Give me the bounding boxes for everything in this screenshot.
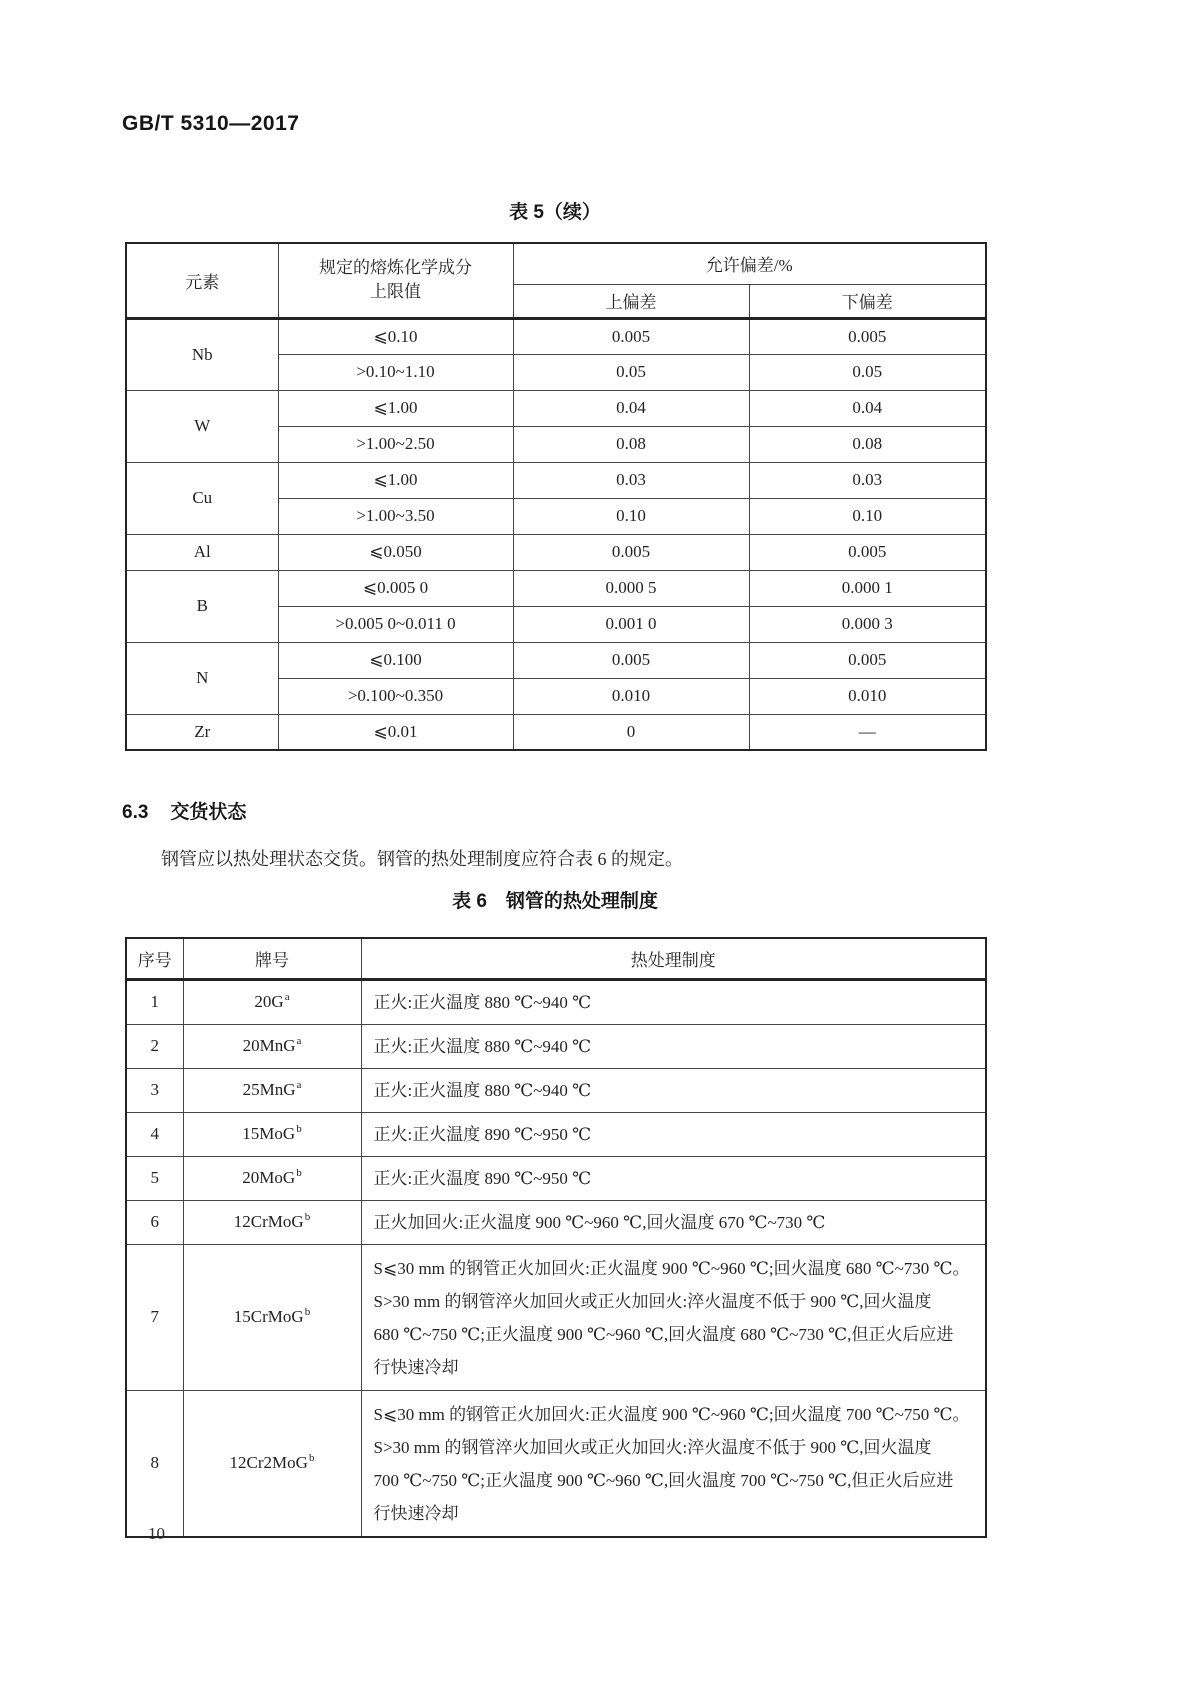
regime-cell [361,1112,986,1156]
table6-row [126,1024,986,1068]
regime-line: 正火:正火温度 880 ℃~940 ℃ [373,1036,592,1056]
grade-cell: 20MoG$^b$ [183,1156,361,1200]
table5-header-row-1 [126,243,986,284]
grade-footnote-marker: b [304,1211,311,1224]
table5-col-lower-deviation: 下偏差 [749,284,986,318]
grade-footnote-marker: b [296,1123,302,1136]
grade-footnote-marker: b [308,1452,315,1465]
spec-limit-line1: 规定的熔炼化学成分 [319,258,472,278]
grade-cell: 15CrMoG$^b$ [183,1244,361,1390]
table6-col-number: 序号 [126,938,183,979]
grade-footnote-marker: a [296,1079,302,1092]
lower-deviation-cell: 0.000 3 [749,606,986,642]
spec-range-cell: ⩽0.100 [278,642,513,678]
upper-deviation-cell: 0.03 [513,462,749,498]
table5-row [126,390,986,426]
table6-col-grade: 牌号 [183,938,361,979]
lower-deviation-cell: 0.04 [749,390,986,426]
regime-line: 行快速冷却 [373,1503,459,1523]
grade-footnote-marker: b [304,1306,311,1319]
grade-footnote-marker: a [296,1035,302,1048]
section-heading [122,797,246,824]
regime-line: 正火:正火温度 880 ℃~940 ℃ [373,1080,592,1100]
upper-deviation-cell: 0 [513,714,749,750]
grade-cell: 12Cr2MoG$^b$ [183,1390,361,1537]
regime-cell [361,1024,986,1068]
row-number-cell: 7 [126,1244,183,1390]
grade-footnote-marker: a [284,991,290,1004]
element-cell: B [126,570,278,642]
upper-deviation-cell: 0.04 [513,390,749,426]
row-number-cell: 6 [126,1200,183,1244]
regime-line: 行快速冷却 [373,1357,459,1377]
section-number: 6.3 [122,802,149,823]
lower-deviation-cell: 0.000 1 [749,570,986,606]
regime-line: S>30 mm 的钢管淬火加回火或正火加回火:淬火温度不低于 900 ℃,回火温度 [373,1291,932,1311]
lower-deviation-cell: 0.08 [749,426,986,462]
upper-deviation-cell: 0.010 [513,678,749,714]
element-cell: W [126,390,278,462]
spec-limit-line2: 上限值 [370,282,421,302]
spec-range-cell: >1.00~2.50 [278,426,513,462]
element-cell: Al [126,534,278,570]
spec-range-cell: ⩽0.10 [278,318,513,354]
regime-cell [361,1244,986,1390]
lower-deviation-cell: 0.005 [749,318,986,354]
lower-deviation-cell: 0.005 [749,534,986,570]
lower-deviation-cell: 0.10 [749,498,986,534]
section-title: 交货状态 [170,802,247,823]
table5-col-spec-limit [278,243,513,318]
regime-cell [361,1390,986,1537]
grade-cell: 20MnG$^a$ [183,1024,361,1068]
row-number-cell: 2 [126,1024,183,1068]
regime-line: 正火加回火:正火温度 900 ℃~960 ℃,回火温度 670 ℃~730 ℃ [373,1212,826,1232]
table6-title: 表 6 钢管的热处理制度 [452,891,658,912]
spec-range-cell: >1.00~3.50 [278,498,513,534]
table6-heat-treatment [125,937,987,1538]
regime-line: S⩽30 mm 的钢管正火加回火:正火温度 900 ℃~960 ℃;回火温度 700 ℃~750 ℃。 [373,1404,970,1424]
grade-cell: 12CrMoG$^b$ [183,1200,361,1244]
row-number-cell: 3 [126,1068,183,1112]
table6-row [126,1390,986,1537]
table6-header-row [126,938,986,979]
grade-footnote-marker: b [296,1167,302,1180]
element-cell: N [126,642,278,714]
standard-code: GB/T 5310—2017 [122,112,300,135]
spec-range-cell: >0.100~0.350 [278,678,513,714]
table5-col-upper-deviation: 上偏差 [513,284,749,318]
table5-title: 表 5（续） [509,202,601,223]
element-cell: Nb [126,318,278,390]
upper-deviation-cell: 0.005 [513,534,749,570]
upper-deviation-cell: 0.05 [513,354,749,390]
regime-line: S>30 mm 的钢管淬火加回火或正火加回火:淬火温度不低于 900 ℃,回火温度 [373,1437,932,1457]
table6-row [126,979,986,1024]
regime-cell [361,1200,986,1244]
delivery-condition-paragraph: 钢管应以热处理状态交货。钢管的热处理制度应符合表 6 的规定。 [161,849,683,869]
spec-range-cell: ⩽1.00 [278,462,513,498]
table5-row [126,570,986,606]
table6-row [126,1200,986,1244]
lower-deviation-cell: 0.005 [749,642,986,678]
regime-cell [361,1156,986,1200]
spec-range-cell: ⩽0.01 [278,714,513,750]
spec-range-cell: ⩽0.005 0 [278,570,513,606]
lower-deviation-cell: — [749,714,986,750]
lower-deviation-cell: 0.010 [749,678,986,714]
table5-row [126,318,986,354]
regime-cell [361,1068,986,1112]
grade-cell: 15MoG$^b$ [183,1112,361,1156]
page-number: 10 [148,1524,165,1543]
upper-deviation-cell: 0.001 0 [513,606,749,642]
spec-range-cell: ⩽0.050 [278,534,513,570]
regime-cell [361,979,986,1024]
regime-line: S⩽30 mm 的钢管正火加回火:正火温度 900 ℃~960 ℃;回火温度 680 ℃~730 ℃。 [373,1258,970,1278]
lower-deviation-cell: 0.05 [749,354,986,390]
table5-composition-deviation [125,242,987,751]
table6-col-regime: 热处理制度 [361,938,986,979]
element-cell: Zr [126,714,278,750]
row-number-cell: 1 [126,979,183,1024]
upper-deviation-cell: 0.005 [513,318,749,354]
lower-deviation-cell: 0.03 [749,462,986,498]
table5-row [126,714,986,750]
table5-col-element: 元素 [126,243,278,318]
regime-line: 正火:正火温度 880 ℃~940 ℃ [373,992,592,1012]
row-number-cell: 5 [126,1156,183,1200]
table6-row [126,1068,986,1112]
spec-range-cell: >0.005 0~0.011 0 [278,606,513,642]
table5-row [126,462,986,498]
upper-deviation-cell: 0.005 [513,642,749,678]
element-cell: Cu [126,462,278,534]
table6-row [126,1112,986,1156]
upper-deviation-cell: 0.08 [513,426,749,462]
row-number-cell: 4 [126,1112,183,1156]
upper-deviation-cell: 0.000 5 [513,570,749,606]
regime-line: 正火:正火温度 890 ℃~950 ℃ [373,1168,592,1188]
row-number-cell: 8 [126,1390,183,1537]
table6-row [126,1156,986,1200]
regime-line: 680 ℃~750 ℃;正火温度 900 ℃~960 ℃,回火温度 680 ℃~730 ℃,但正火后应进 [373,1324,954,1344]
upper-deviation-cell: 0.10 [513,498,749,534]
grade-cell: 25MnG$^a$ [183,1068,361,1112]
grade-cell: 20G$^a$ [183,979,361,1024]
spec-range-cell: ⩽1.00 [278,390,513,426]
regime-line: 正火:正火温度 890 ℃~950 ℃ [373,1124,592,1144]
regime-line: 700 ℃~750 ℃;正火温度 900 ℃~960 ℃,回火温度 700 ℃~750 ℃,但正火后应进 [373,1470,954,1490]
table5-col-deviation-group: 允许偏差/% [513,243,986,284]
spec-range-cell: >0.10~1.10 [278,354,513,390]
table5-row [126,642,986,678]
table5-row [126,534,986,570]
table6-row [126,1244,986,1390]
